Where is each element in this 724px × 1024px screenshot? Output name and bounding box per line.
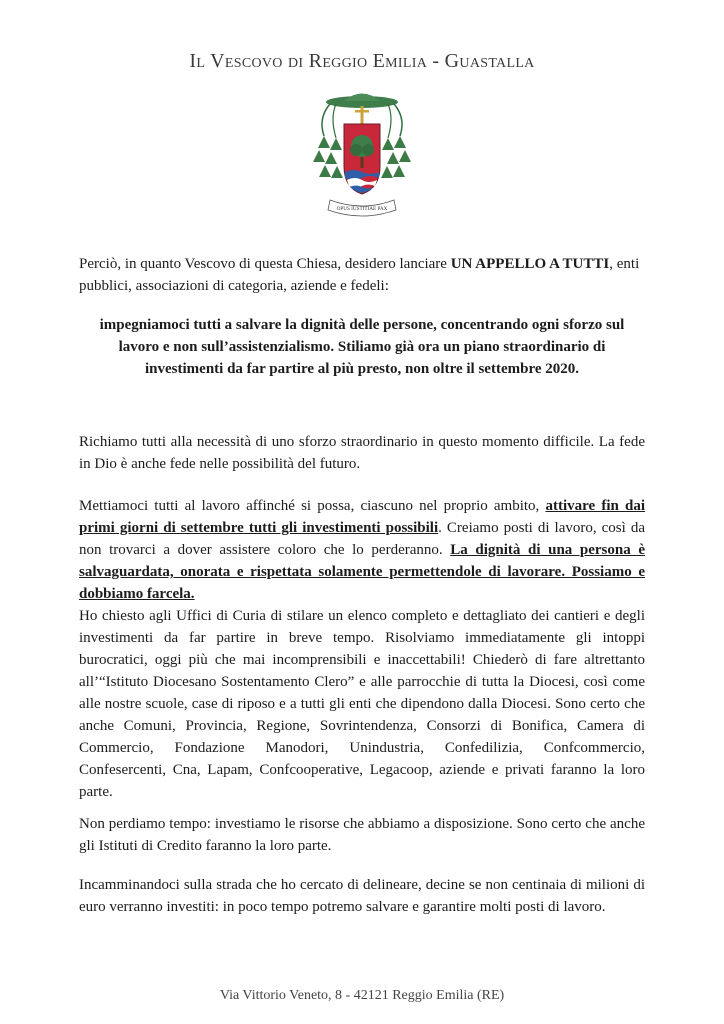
work-underlined-2: La dignità di una persona è salvaguardata, onorata e rispettata solamente permettendole di lavorare. Possiamo e dobbiamo farcela. [79, 542, 645, 602]
work-text-2: . Creiamo posti di lavoro, così da non trovarci a dover assistere coloro che lo perderanno. [79, 520, 645, 558]
paragraph-effort: Richiamo tutti alla necessità di uno sforzo straordinario in questo momento difficile. La fede in Dio è anche fede nelle possibilità del futuro. [79, 434, 645, 472]
letterhead-title: Il Vescovo di Reggio Emilia - Guastalla [189, 50, 535, 72]
paragraph-resources: Non perdiamo tempo: investiamo le risorse che abbiamo a disposizione. Sono certo che anche gli Istituti di Credito faranno la loro parte. [79, 816, 645, 854]
footer-address: Via Vittorio Veneto, 8 - 42121 Reggio Emilia (RE) [219, 988, 505, 1003]
episcopal-coat-of-arms [310, 88, 414, 222]
paragraph-curia: Ho chiesto agli Uffici di Curia di stilare un elenco completo e dettagliato dei cantieri e degli investimenti da far partire in breve tempo. Risolviamo immediatamente gli intoppi burocratici, oggi più che mai incomprensibili e inaccettabili! Chiederò di fare altrettanto all’“Istituto Diocesano Sostentamento Clero” e alle parrocchie di tutta la Diocesi, così come alle nostre scuole, case di riposo e a tutti gli enti che dipendono dalla Diocesi. Sono certo che anche Comuni, Provincia, Regione, Sovrintendenza, Consorzi di Bonifica, Camera di Commercio, Fondazione Manodori, Unindustria, Confedilizia, Confcommercio, Confesercenti, Cna, Lapam, Confcooperative, Legacoop, aziende e privati faranno la loro parte. [79, 608, 645, 800]
work-text-1: Mettiamoci tutti al lavoro affinché si possa, ciascuno nel proprio ambito, [79, 498, 546, 514]
appeal-text-2: , enti pubblici, associazioni di categoria, aziende e fedeli: [79, 256, 640, 294]
appeal-statement: impegniamoci tutti a salvare la dignità delle persone, concentrando ogni sforzo sul lavoro e non sull’assistenzialismo. Stiliamo già ora un piano straordinario di investimenti da far partire al più presto, non oltre il settembre 2020. [99, 317, 625, 377]
paragraph-investments: Incamminandoci sulla strada che ho cercato di delineare, decine se non centinaia di milioni di euro verranno investiti: in poco tempo potremo salvare e garantire molti posti di lavoro. [79, 877, 645, 915]
work-underlined-1: attivare fin dai primi giorni di settembre tutti gli investimenti possibili [79, 498, 645, 536]
paragraph-work [79, 495, 645, 605]
appeal-text-1: Perciò, in quanto Vescovo di questa Chiesa, desidero lanciare [79, 256, 451, 272]
appeal-emphasis: UN APPELLO A TUTTI [450, 256, 610, 272]
motto-text: OPUS IUSTITIAE PAX [336, 206, 388, 212]
appeal-paragraph [79, 253, 645, 297]
